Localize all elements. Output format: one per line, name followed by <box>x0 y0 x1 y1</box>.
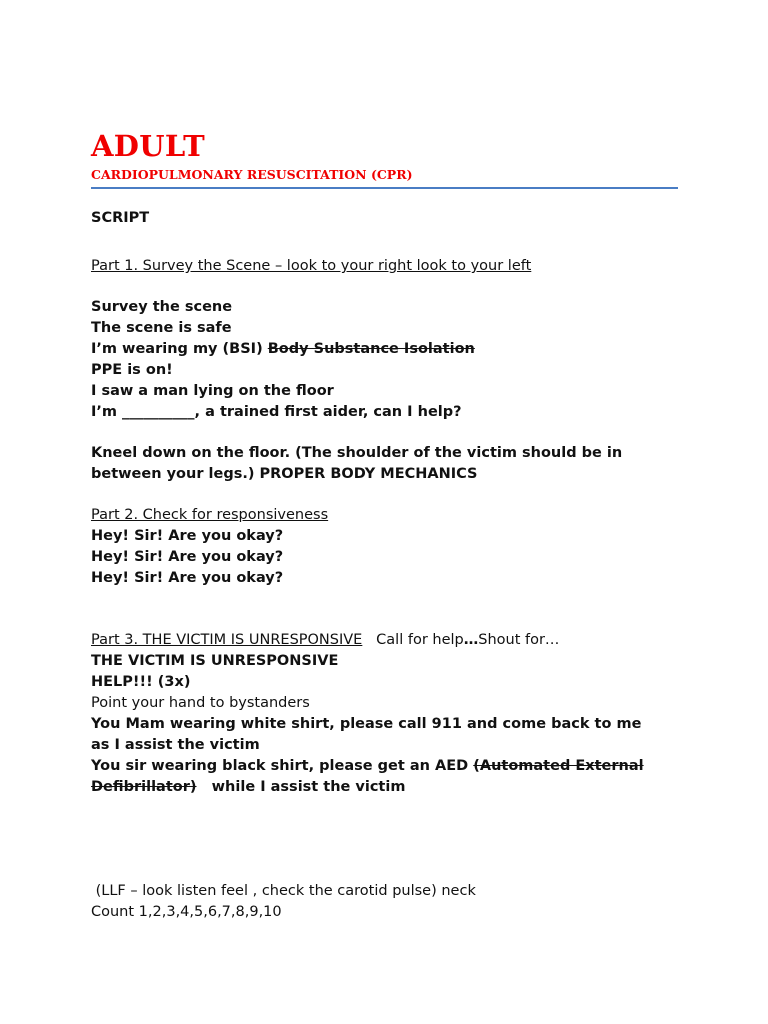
part2-line: Hey! Sir! Are you okay? <box>91 528 284 544</box>
part3-line: HELP!!! (3x) <box>91 674 191 690</box>
part3-line: Point your hand to bystanders <box>91 695 310 711</box>
assist-text: while I assist the victim <box>196 779 406 795</box>
part1-line: Survey the scene <box>91 299 233 315</box>
part3-heading: Part 3. THE VICTIM IS UNRESPONSIVE <box>91 632 363 648</box>
llf-line: (LLF – look listen feel , check the carotid pulse) neck <box>91 883 476 899</box>
aed-text: You sir wearing black shirt, please get an AED <box>91 758 474 774</box>
script-label: SCRIPT <box>91 210 150 226</box>
document-subtitle: CARDIOPULMONARY RESUSCITATION (CPR) <box>91 167 413 182</box>
part3-heading-line <box>91 630 559 650</box>
count-line: Count 1,2,3,4,5,6,7,8,9,10 <box>91 904 282 920</box>
part1-heading: Part 1. Survey the Scene – look to your right look to your left <box>91 258 532 274</box>
part2-line: Hey! Sir! Are you okay? <box>91 549 284 565</box>
part3-heading-tail: Call for help <box>362 632 464 648</box>
document-title: ADULT <box>91 129 206 163</box>
part2-line: Hey! Sir! Are you okay? <box>91 570 284 586</box>
title-divider <box>91 187 678 189</box>
part1-line: The scene is safe <box>91 320 232 336</box>
part1-line: I’m __________, a trained first aider, can I help? <box>91 404 462 420</box>
defibrillator-strikethrough-text: Defibrillator) <box>91 779 197 795</box>
part1-line: Kneel down on the floor. (The shoulder of the victim should be in <box>91 445 623 461</box>
part3-line: THE VICTIM IS UNRESPONSIVE <box>91 653 339 669</box>
part3-heading-tail: Shout for… <box>478 632 560 648</box>
part3-line <box>91 777 405 797</box>
part3-line: as I assist the victim <box>91 737 260 753</box>
part1-line <box>91 339 475 359</box>
bsi-strikethrough-text: Body Substance Isolation <box>267 341 475 357</box>
part2-heading: Part 2. Check for responsiveness <box>91 507 329 523</box>
part3-ellipsis: … <box>463 632 479 648</box>
part1-line: PPE is on! <box>91 362 173 378</box>
part3-line: You Mam wearing white shirt, please call 911 and come back to me <box>91 716 642 732</box>
part1-line: between your legs.) PROPER BODY MECHANICS <box>91 466 478 482</box>
aed-strikethrough-text: (Automated External <box>473 758 644 774</box>
part3-line <box>91 756 644 776</box>
part1-line: I saw a man lying on the floor <box>91 383 334 399</box>
bsi-text: I’m wearing my (BSI) <box>91 341 268 357</box>
